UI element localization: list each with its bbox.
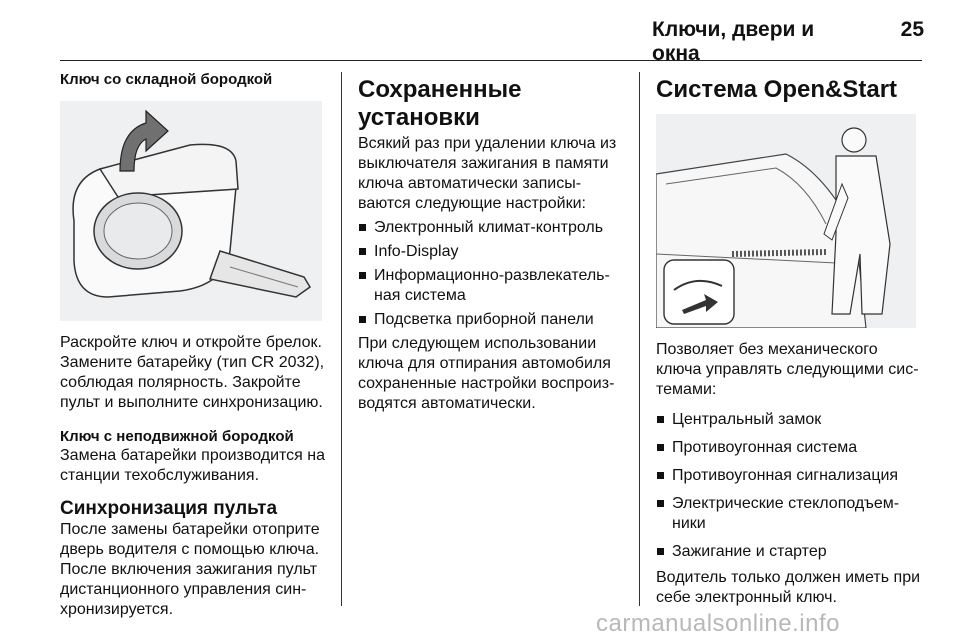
heading-open-start: Система Open&Start [656,76,898,103]
car-door-person-drawing [656,114,916,328]
list-item: Зажигание и стартер [656,542,922,562]
list-item: Подсветка приборной панели [358,310,624,330]
column-divider-left [341,72,342,606]
paragraph-remote-sync: После замены батарейки отоприте дверь водителя с помощью ключа. После включения зажигания пульт дистанционного управления синхронизируется. [60,521,320,618]
key-battery-illustration [60,101,322,321]
paragraph-open-start-outro: Водитель только должен иметь при себе электронный ключ. [656,569,921,606]
paragraph-battery-replacement: Раскройте ключ и откройте брелок. Замените батарейку (тип CR 2032), соблюдая полярность. Закройте пульт и выполните синхронизацию. [60,334,325,411]
paragraph-open-start-intro: Позволяет без механического ключа управлять следующими системами: [656,341,919,398]
list-item: Электрические стеклоподъемники [656,494,922,534]
heading-fixed-key: Ключ с неподвижной бородкой [60,428,294,445]
column-divider-right [639,72,640,606]
list-item: Противоугонная сигнализация [656,466,922,486]
heading-remote-sync: Синхронизация пульта [60,498,278,519]
paragraph-saved-settings-intro: Всякий раз при удалении ключа из выключателя зажигания в памяти ключа автоматически записываются следующие настройки: [358,135,617,212]
key-fob-open-drawing [60,101,322,321]
heading-saved-settings: Сохраненные установки [358,76,522,131]
list-item: Информационно-развлекательная система [358,266,624,306]
paragraph-service-station: Замена батарейки производится на станции техобслуживания. [60,447,326,484]
list-item: Электронный климат-контроль [358,218,624,238]
running-header-title: Ключи, двери и окна [652,18,815,65]
column-right [656,68,922,608]
column-middle [358,68,624,414]
header-divider [60,60,922,61]
column-left [60,68,328,620]
open-start-illustration [656,114,916,328]
page-number: 25 [900,18,924,41]
list-item: Центральный замок [656,410,922,430]
watermark-text: carmanualsonline.info [596,610,840,637]
heading-folding-key: Ключ со складной бородкой [60,71,273,88]
list-item: Info-Display [358,242,624,262]
paragraph-saved-settings-outro: При следующем использовании ключа для отпирания автомобиля сохраненные настройки воспроизводятся автоматически. [358,335,615,412]
list-item: Противоугонная система [656,438,922,458]
